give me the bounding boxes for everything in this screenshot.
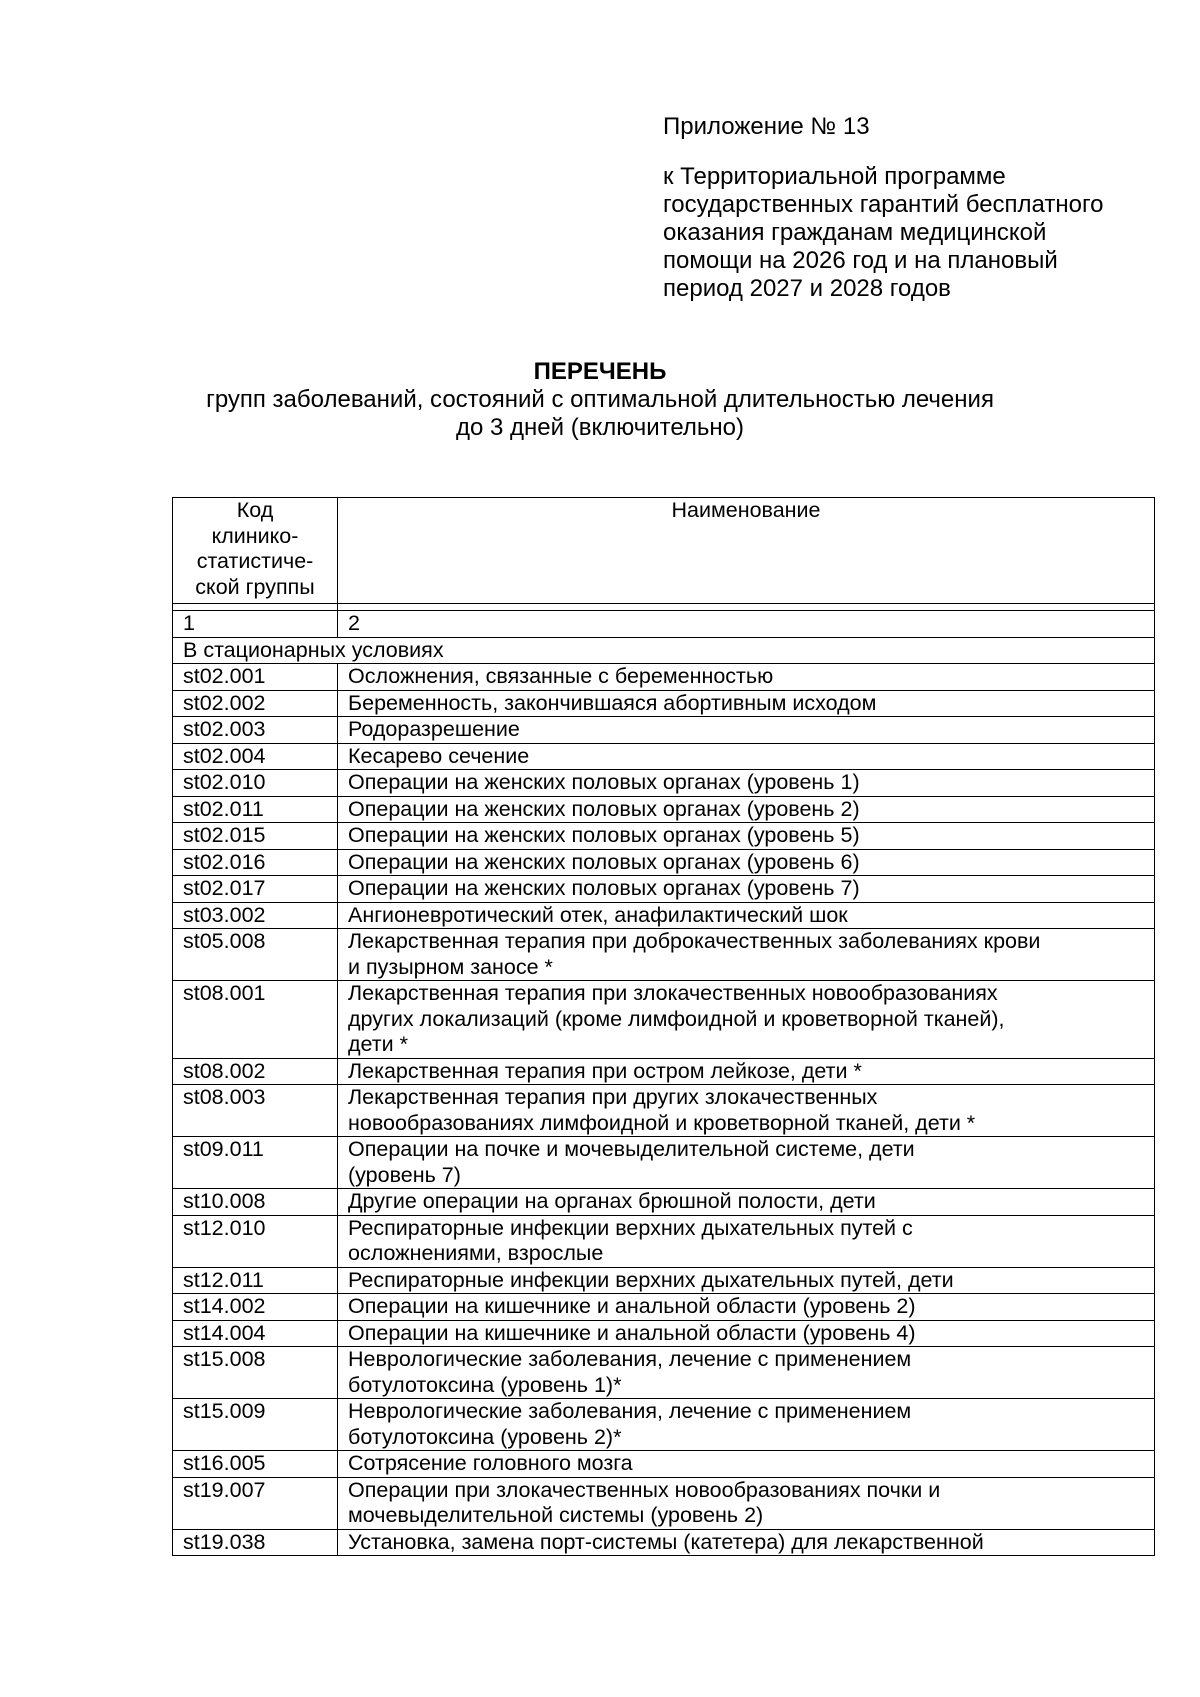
row-name-line: Респираторные инфекции верхних дыхательных путей, дети [348,1267,954,1292]
row-code: st08.003 [173,1085,338,1137]
row-name [338,1294,1155,1321]
annex-block [663,113,1163,303]
row-code: st08.001 [173,981,338,1059]
table-row [173,664,1155,691]
header-code [173,498,338,604]
header-code-line: Код [236,498,274,522]
row-name [338,1267,1155,1294]
table-header-row [173,498,1155,604]
row-name-line: и пузырном заносе * [348,954,553,979]
table-row [173,876,1155,903]
row-code: st02.003 [173,717,338,744]
row-code: st03.002 [173,902,338,929]
row-name [338,796,1155,823]
row-name-line: Неврологические заболевания, лечение с применением [348,1347,912,1371]
row-code: st19.007 [173,1477,338,1529]
row-name-line: Операции на кишечнике и анальной области (уровень 2) [348,1294,916,1318]
row-name [338,1189,1155,1216]
row-code: st02.016 [173,849,338,876]
row-code: st02.001 [173,664,338,691]
table-row [173,1085,1155,1137]
row-name [338,1215,1155,1267]
row-code: st02.011 [173,796,338,823]
table-row [173,770,1155,797]
table-row [173,1451,1155,1478]
table-row [173,1529,1155,1556]
annex-line: оказания гражданам медицинской [663,219,1047,246]
row-code: st05.008 [173,929,338,981]
table-row [173,849,1155,876]
table-row [173,1267,1155,1294]
table-row [173,1347,1155,1399]
row-name [338,717,1155,744]
row-code: st10.008 [173,1189,338,1216]
row-name [338,1399,1155,1451]
table-row [173,902,1155,929]
row-name-line: Неврологические заболевания, лечение с применением [348,1399,912,1423]
row-name-line: (уровень 7) [348,1162,461,1187]
row-name-line: Операции на кишечнике и анальной области (уровень 4) [348,1320,916,1345]
row-name-line: Лекарственная терапия при доброкачественных заболеваниях крови [348,929,1041,953]
row-name-line: Другие операции на органах брюшной полости, дети [348,1189,876,1213]
annex-line: помощи на 2026 год и на плановый [663,247,1058,274]
annex-number: Приложение № 13 [663,113,870,140]
table-row [173,929,1155,981]
row-code: st14.004 [173,1320,338,1347]
table-row [173,1399,1155,1451]
row-name [338,823,1155,850]
row-code: st12.010 [173,1215,338,1267]
row-name-line: Ангионевротический отек, анафилактический шок [348,902,848,927]
row-name-line: Лекарственная терапия при других злокачественных [348,1085,878,1109]
title-subtitle-line-2: до 3 дней (включительно) [456,414,744,441]
row-name [338,1137,1155,1189]
table-row [173,743,1155,770]
row-name-line: Операции на почке и мочевыделительной системе, дети [348,1137,915,1161]
row-name-line: Родоразрешение [348,717,520,741]
row-name [338,1477,1155,1529]
header-name: Наименование [338,498,1155,604]
row-code: st02.002 [173,690,338,717]
section-row [173,637,1155,664]
row-code: st15.009 [173,1399,338,1451]
row-name-line: дети * [348,1032,408,1056]
row-name-line: ботулотоксина (уровень 1)* [348,1372,622,1397]
title-heading: ПЕРЕЧЕНЬ [533,358,667,385]
table-row [173,1137,1155,1189]
header-code-line: ской группы [195,574,315,599]
table-row [173,1189,1155,1216]
table-row [173,1294,1155,1321]
row-name-line: ботулотоксина (уровень 2)* [348,1424,622,1449]
row-name [338,1347,1155,1399]
table-row [173,690,1155,717]
row-code: st14.002 [173,1294,338,1321]
row-name [338,929,1155,981]
groups-table [172,497,1155,1556]
row-name [338,1451,1155,1478]
row-name [338,770,1155,797]
row-name-line: Операции при злокачественных новообразованиях почки и [348,1477,941,1502]
row-name [338,664,1155,691]
document-title [0,358,1200,442]
annex-line: государственных гарантий бесплатного [663,191,1104,218]
row-name [338,981,1155,1059]
table-row [173,796,1155,823]
row-name-line: Лекарственная терапия при остром лейкозе, дети * [348,1058,862,1083]
row-name-line: мочевыделительной системы (уровень 2) [348,1503,764,1527]
row-name-line: Респираторные инфекции верхних дыхательных путей с [348,1215,913,1240]
table-row [173,981,1155,1059]
row-name [338,1529,1155,1556]
table-row [173,823,1155,850]
table-spacer [173,604,1155,611]
header-code-line: клинико- [211,523,299,548]
row-name-line: Операции на женских половых органах (уровень 2) [348,796,860,821]
row-code: st15.008 [173,1347,338,1399]
table-row [173,1058,1155,1085]
row-name-line: осложнениями, взрослые [348,1241,604,1265]
row-name-line: Операции на женских половых органах (уровень 7) [348,876,860,900]
row-code: st08.002 [173,1058,338,1085]
section-title: В стационарных условиях [173,637,1155,664]
header-code-line: статистиче- [196,549,314,573]
row-name [338,743,1155,770]
row-code: st19.038 [173,1529,338,1556]
row-code: st12.011 [173,1267,338,1294]
row-name-line: Осложнения, связанные с беременностью [348,664,774,688]
row-code: st02.010 [173,770,338,797]
row-name-line: Операции на женских половых органах (уровень 6) [348,849,860,874]
row-name [338,849,1155,876]
row-code: st02.017 [173,876,338,903]
row-name [338,876,1155,903]
row-name-line: Операции на женских половых органах (уровень 1) [348,770,860,794]
row-name [338,690,1155,717]
row-name [338,1320,1155,1347]
column-number: 1 [173,611,338,638]
row-name-line: Кесарево сечение [348,743,530,768]
column-number-row [173,611,1155,638]
row-code: st02.004 [173,743,338,770]
column-number: 2 [338,611,1155,638]
row-code: st09.011 [173,1137,338,1189]
table-row [173,1477,1155,1529]
row-name-line: Операции на женских половых органах (уровень 5) [348,823,860,847]
row-code: st16.005 [173,1451,338,1478]
row-name-line: Установка, замена порт-системы (катетера) для лекарственной [348,1529,984,1554]
annex-line: к Территориальной программе [663,163,1006,190]
row-name-line: новообразованиях лимфоидной и кроветворной тканей, дети * [348,1110,976,1135]
row-name [338,1058,1155,1085]
row-name-line: Беременность, закончившаяся абортивным исходом [348,690,877,715]
annex-line: период 2027 и 2028 годов [663,275,951,302]
title-subtitle-line-1: групп заболеваний, состояний с оптимальной длительностью лечения [206,386,994,413]
row-name [338,902,1155,929]
row-code: st02.015 [173,823,338,850]
table-row [173,717,1155,744]
table-row [173,1320,1155,1347]
row-name-line: других локализаций (кроме лимфоидной и кроветворной тканей), [348,1006,1005,1031]
table-row [173,1215,1155,1267]
row-name-line: Лекарственная терапия при злокачественных новообразованиях [348,981,998,1005]
row-name [338,1085,1155,1137]
row-name-line: Сотрясение головного мозга [348,1451,633,1475]
